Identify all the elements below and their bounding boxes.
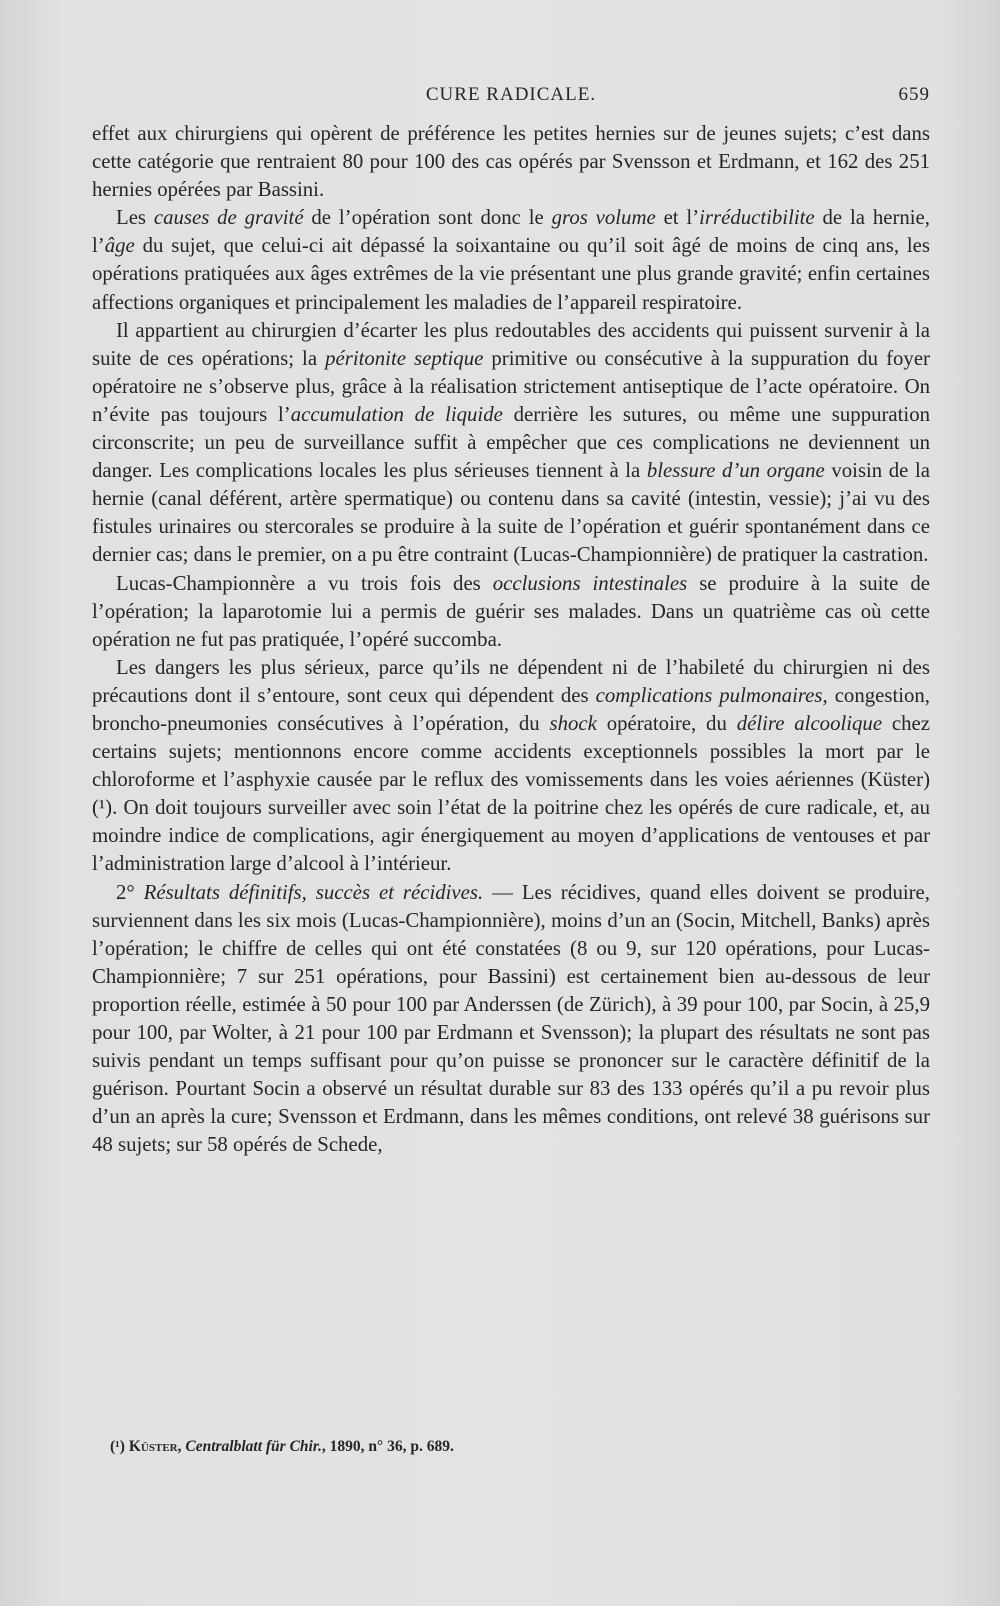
text-run: de l’opération sont donc le <box>303 206 552 230</box>
text-run: opératoire, du <box>596 711 737 735</box>
paragraph-causes-gravite <box>92 204 930 316</box>
text-run: de la hernie, l’ <box>92 206 930 258</box>
text-run: , congestion, broncho-pneumonies consécutives à l’opération, du <box>92 683 930 735</box>
text-run: 2° <box>116 880 144 904</box>
text-run: . On doit toujours surveiller avec soin l’état de la poitrine chez les opérés de cure radicale, et, au moindre indice de complications, agir énergiquement au moyen d’applications de ventouses et par l’administration large d’alcool à l’intérieur. <box>92 796 930 876</box>
italic-term: complications pulmonaires <box>595 683 823 707</box>
text-run: — Les récidives, quand elles doivent se produire, surviennent dans les six mois (Lucas-Championnière), moins d’un an (Socin, Mitchell, Banks) après l’opération; le chiffre de celles qui ont été constatées (8 ou 9, sur 120 opérations, pour Lucas-Championnière; 7 sur 251 opérations, pour Bassini) est certainement bien au-dessous de leur proportion réelle, estimée à 50 pour 100 par Anderssen (de Zürich), à 39 pour 100, par Socin, à 25,9 pour 100, par Wolter, à 21 pour 100 par Erdmann et Svensson); la plupart des résultats ne sont pas suivis pendant un temps suffisant pour qu’on puisse se prononcer sur le caractère définitif de la guérison. Pourtant Socin a observé un résultat durable sur 83 des 133 opérés qu’il a pu revoir plus d’un an après la cure; Svensson et Erdmann, dans les mêmes conditions, ont relevé 38 guérisons sur 48 sujets; sur 58 opérés de Schede, <box>92 880 930 1157</box>
text-run: Les dangers les plus sérieux, parce qu’ils ne dépendent ni de l’habileté du chirurgien ni des précautions dont il s’entoure, sont ceux qui dépendent des <box>92 655 930 707</box>
body-text <box>92 120 930 1159</box>
section-heading-italic: Résultats définitifs, succès et récidives. <box>143 880 484 904</box>
text-run: du sujet, que celui-ci ait dépassé la soixantaine ou qu’il soit âgé de moins de cinq ans, les opérations pratiquées aux âges extrêmes de la vie présentant une plus grande gravité; enfin certaines affections organiques et principalement les maladies de l’appareil respiratoire. <box>92 234 930 314</box>
paragraph-resultats <box>92 879 930 1160</box>
footnote <box>110 1438 910 1456</box>
italic-term: shock <box>549 711 597 735</box>
text-run: chez certains sujets; mentionnons encore comme accidents exceptionnels possibles la mort par le chloroforme et l’asphyxie causée par le reflux des vomissements dans les voies aériennes (Küster) <box>92 711 930 792</box>
text-run: Il appartient au chirurgien d’écarter les plus redoutables des accidents qui puissent survenir à la suite de ces opérations; la <box>92 318 930 370</box>
footnote-reference: (¹) <box>92 796 113 820</box>
text-run: Les <box>116 206 154 230</box>
text-run: derrière les sutures, ou même une suppuration circonscrite; un peu de surveillance suffit à empêcher que ces complications ne deviennent un danger. Les complications locales les plus sérieuses tiennent à la <box>92 402 931 483</box>
italic-term: accumulation de liquide <box>290 402 503 426</box>
italic-term: âge <box>104 234 135 258</box>
text-run: se produire à la suite de l’opération; la laparotomie lui a permis de guérir ses malades. Dans un quatrième cas où cette opération ne fut pas pratiquée, l’opéré succomba. <box>92 571 930 651</box>
footnote-separator: , <box>177 1438 186 1455</box>
text-run: et l’ <box>655 206 700 230</box>
italic-term: blessure d’un organe <box>646 459 825 483</box>
paragraph-dangers <box>92 654 930 879</box>
page-number: 659 <box>898 84 930 105</box>
italic-term: péritonite septique <box>325 346 484 370</box>
paragraph-occlusions <box>92 570 930 654</box>
italic-term: irréductibilite <box>699 206 815 230</box>
italic-term: délire alcoolique <box>736 711 883 735</box>
paragraph-accidents <box>92 317 930 570</box>
running-header <box>92 84 930 114</box>
footnote-mark: (¹) <box>110 1438 125 1455</box>
text-run: primitive ou consécutive à la suppuration du foyer opératoire ne s’observe plus, grâce à la réalisation strictement antiseptique de l’acte opératoire. On n’évite pas toujours l’ <box>92 346 930 426</box>
footnote-journal: Centralblatt für Chir. <box>185 1438 322 1455</box>
footnote-author: Küster <box>128 1438 178 1455</box>
italic-term: causes de gravité <box>153 206 304 230</box>
running-title: CURE RADICALE. <box>425 84 597 105</box>
footnote-citation: , 1890, n° 36, p. 689. <box>321 1438 454 1455</box>
italic-term: gros volume <box>551 206 656 230</box>
italic-term: occlusions intestinales <box>492 571 688 595</box>
paragraph-continuation: effet aux chirurgiens qui opèrent de préférence les petites hernies sur de jeunes sujets; c’est dans cette catégorie que rentraient 80 pour 100 des cas opérés par Svensson et Erdmann, et 162 des 251 hernies opérées par Bassini. <box>92 122 930 202</box>
text-run: Lucas-Championnère a vu trois fois des <box>116 571 493 595</box>
text-run: voisin de la hernie (canal déférent, artère spermatique) ou contenu dans sa cavité (intestin, vessie); j’ai vu des fistules urinaires ou stercorales se produire à la suite de l’opération et guérir spontanément dans ce dernier cas; dans le premier, on a pu être contraint (Lucas-Championnière) de pratiquer la castration. <box>92 459 930 567</box>
